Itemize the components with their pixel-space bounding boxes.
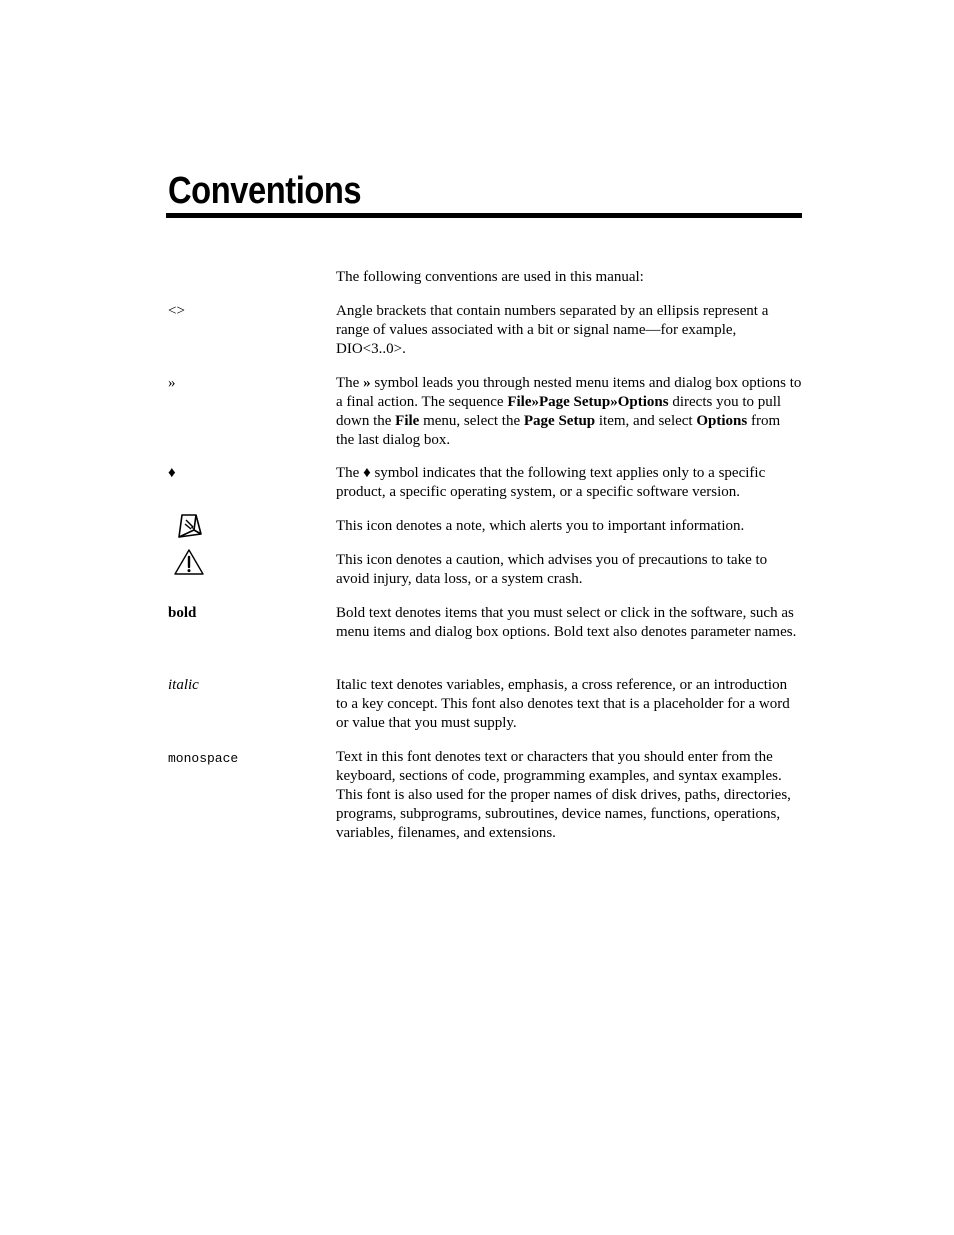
caution-icon [173,548,205,581]
convention-term: bold [168,605,197,621]
title-rule [166,213,802,218]
desc-text: The [336,375,364,391]
desc-text: menu, select the [419,413,524,429]
intro-text: The following conventions are used in this manual: [336,269,644,285]
note-icon [172,512,206,545]
convention-term: » [168,375,176,391]
desc-text: directs you to pull down the [336,394,782,429]
convention-description: The ♦ symbol indicates that the following text applies only to a specific product, a specific operating system, or a specific software version. [336,465,766,500]
desc-text: symbol leads you through nested menu items and dialog box options to a final action. The sequence [336,375,802,410]
desc-symbol: » [363,375,371,391]
desc-text: item, and select [595,413,697,429]
convention-description: Angle brackets that contain numbers separated by an ellipsis represent a range of values associated with a bit or signal name—for example, DIO<3..0>. [336,303,769,357]
desc-menu-path: File»Page Setup»Options [507,394,669,410]
convention-description [336,374,802,450]
convention-description: Text in this font denotes text or characters that you should enter from the keyboard, sections of code, programming examples, and syntax examples. This font is also used for the proper names of disk drives, paths, directories, programs, subprograms, subroutines, device names, functions, operations, variables, filenames, and extensions. [336,749,791,841]
convention-description: Italic text denotes variables, emphasis, a cross reference, or an introduction to a key concept. This font also denotes text that is a placeholder for a word or value that you must supply. [336,677,790,731]
convention-term: monospace [168,751,239,766]
desc-text: from the last dialog box. [336,413,781,448]
convention-term: italic [168,677,199,693]
desc-menu-file: File [395,413,420,429]
desc-menu-options: Options [696,413,748,429]
convention-description: This icon denotes a caution, which advises you of precautions to take to avoid injury, data loss, or a system crash. [336,552,768,587]
convention-description: This icon denotes a note, which alerts you to important information. [336,518,745,534]
desc-menu-page-setup: Page Setup [523,413,596,429]
page-title: Conventions [168,170,362,212]
convention-term: ♦ [168,465,176,481]
convention-term: <> [168,303,185,319]
convention-description: Bold text denotes items that you must select or click in the software, such as menu items and dialog box options. Bold text also denotes parameter names. [336,605,797,640]
